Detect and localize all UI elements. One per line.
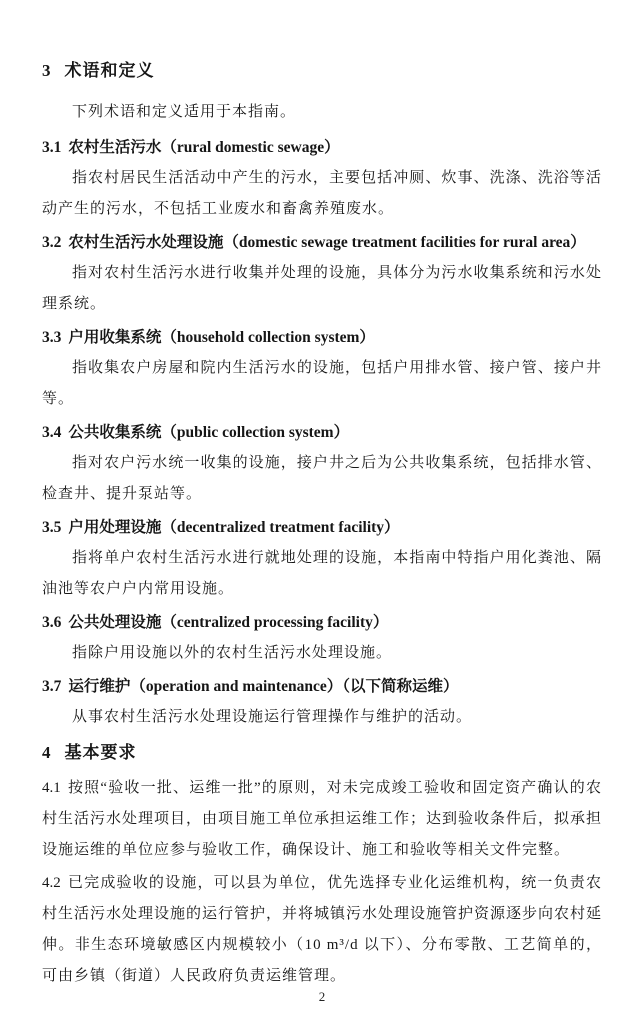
- chapter-number: 3: [42, 61, 51, 80]
- intro-paragraph: 下列术语和定义适用于本指南。: [72, 104, 297, 120]
- term-definition: 指对农村生活污水进行收集并处理的设施，具体分为污水收集系统和污水处理系统。: [42, 265, 602, 312]
- term-heading: [42, 512, 602, 543]
- page-number: 2: [318, 989, 326, 1004]
- term-section-3-3: [42, 322, 602, 415]
- term-number: 3.3: [42, 329, 62, 346]
- term-heading: [42, 132, 602, 163]
- term-heading: [42, 671, 602, 702]
- term-number: 3.5: [42, 519, 62, 536]
- chapter-number: 4: [42, 743, 51, 762]
- term-number: 3.4: [42, 424, 62, 441]
- term-heading: [42, 417, 602, 448]
- term-section-3-7: [42, 671, 602, 733]
- term-heading: [42, 322, 602, 353]
- term-title: 户用处理设施（decentralized treatment facility）: [68, 519, 400, 536]
- term-number: 3.2: [42, 234, 62, 251]
- term-title: 农村生活污水处理设施（domestic sewage treatment facilities for rural area）: [68, 234, 586, 251]
- term-title: 运行维护（operation and maintenance）（以下简称运维）: [68, 678, 459, 695]
- term-title: 农村生活污水（rural domestic sewage）: [68, 139, 340, 156]
- chapter-title: 基本要求: [64, 743, 137, 762]
- paragraph-text: 按照“验收一批、运维一批”的原则，对未完成竣工验收和固定资产确认的农村生活污水处理项目，由项目施工单位承担运维工作；达到验收条件后，拟承担设施运维的单位应参与验收工作，确保设计、施工和验收等相关文件完整。: [42, 780, 603, 858]
- paragraph-text: 已完成验收的设施，可以县为单位，优先选择专业化运维机构，统一负责农村生活污水处理设施的运行管护，并将城镇污水处理设施管护资源逐步向农村延伸。非生态环境敏感区内规模较小（10 m³/d 以下）、分布零散、工艺简单的，可由乡镇（街道）人民政府负责运维管理。: [42, 875, 603, 984]
- term-heading: [42, 607, 602, 638]
- term-definition: 指将单户农村生活污水进行就地处理的设施，本指南中特指户用化粪池、隔油池等农户户内常用设施。: [42, 550, 602, 597]
- term-title: 公共处理设施（centralized processing facility）: [68, 614, 389, 631]
- term-title: 公共收集系统（public collection system）: [68, 424, 350, 441]
- term-section-3-1: [42, 132, 602, 225]
- term-section-3-2: [42, 227, 602, 320]
- term-title: 户用收集系统（household collection system）: [68, 329, 375, 346]
- term-definition: 指收集农户房屋和院内生活污水的设施，包括户用排水管、接户管、接户井等。: [42, 360, 602, 407]
- chapter-title: 术语和定义: [64, 61, 155, 80]
- term-definition: 从事农村生活污水处理设施运行管理操作与维护的活动。: [72, 709, 473, 725]
- requirement-paragraph-4-2: [42, 868, 602, 992]
- chapter-3-heading: [42, 57, 602, 85]
- term-heading: [42, 227, 602, 258]
- requirement-paragraph-4-1: [42, 773, 602, 866]
- paragraph-number: 4.2: [42, 875, 61, 891]
- paragraph-number: 4.1: [42, 780, 61, 796]
- chapter-4-heading: [42, 739, 602, 767]
- term-section-3-4: [42, 417, 602, 510]
- term-definition: 指除户用设施以外的农村生活污水处理设施。: [72, 645, 393, 661]
- term-section-3-5: [42, 512, 602, 605]
- term-section-3-6: [42, 607, 602, 669]
- term-number: 3.1: [42, 139, 62, 156]
- term-number: 3.6: [42, 614, 62, 631]
- term-number: 3.7: [42, 678, 62, 695]
- term-definition: 指农村居民生活活动中产生的污水，主要包括冲厕、炊事、洗涤、洗浴等活动产生的污水，不包括工业废水和畜禽养殖废水。: [42, 170, 602, 217]
- term-definition: 指对农户污水统一收集的设施，接户井之后为公共收集系统，包括排水管、检查井、提升泵站等。: [42, 455, 602, 502]
